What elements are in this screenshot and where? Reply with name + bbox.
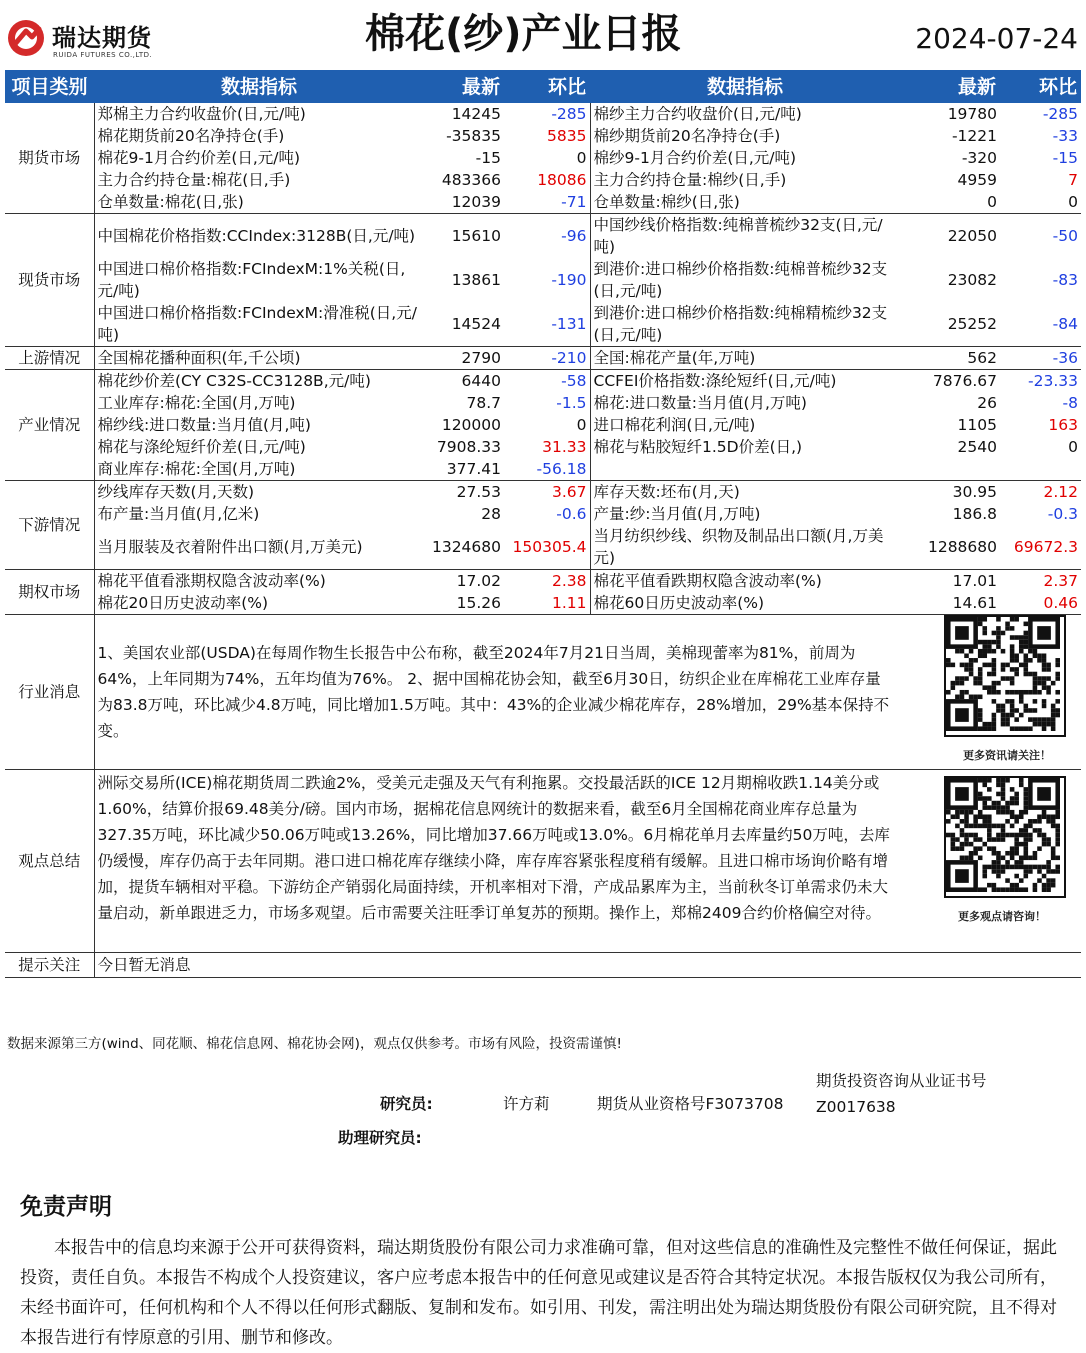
indicator-name-2: 棉花60日历史波动率(%) <box>590 592 900 615</box>
table-row <box>5 214 1081 259</box>
qr-code-consult <box>944 776 1060 924</box>
latest-value: 14245 <box>451 105 501 123</box>
table-row <box>5 436 1081 458</box>
table-row <box>5 169 1081 191</box>
indicator-name: 棉花与涤纶短纤价差(日,元/吨) <box>97 438 306 456</box>
latest-value-2: 562 <box>900 347 1000 370</box>
col-header-indicator-2: 数据指标 <box>590 70 900 103</box>
change-value: -96 <box>561 227 587 245</box>
change-value: 1.11 <box>504 592 590 615</box>
staff-info <box>0 1068 1086 1158</box>
indicator-name-2: 棉花与粘胶短纤1.5D价差(日,) <box>590 436 900 458</box>
col-header-latest: 最新 <box>424 70 504 103</box>
viewpoint-text: 洲际交易所(ICE)棉花期货周二跌逾2%，受美元走强及天气有利拖累。交投最活跃的ICE 12月期棉收跌1.14美分或1.60%，结算价报69.48美分/磅。国内市场，据棉花信息网统计的数据来看，截至6月全国棉花商业库存总量为327.35万吨，环比减少50.06万吨或13.26%，同比增加37.66万吨或13.0%。6月棉花单月去库量约50万吨，去库仍缓慢，库存仍高于去年同期。港口进口棉花库存继续小降，库存库容紧张程度稍有缓解。且进口棉市场询价略有增加，提货车辆相对平稳。下游纺企产销弱化局面持续，开机率相对下滑，产成品累库为主，当前秋冬订单需求仍未大量启动，新单跟进乏力，市场多观望。后市需要关注旺季订单复苏的预期。操作上，郑棉2409合约价格偏空对待。 <box>97 774 890 922</box>
indicator-name-2: 到港价:进口棉纱价格指数:纯棉精梳纱32支(日,元/吨) <box>590 302 900 347</box>
category-cell: 行业消息 <box>5 615 94 770</box>
indicator-name: 布产量:当月值(月,亿米) <box>97 505 260 523</box>
qualification-number: 期货从业资格号F3073708 <box>597 1095 784 1113</box>
logo-text-en: RUIDA FUTURES CO.,LTD. <box>53 51 153 59</box>
table-row <box>5 147 1081 169</box>
table-row <box>5 258 1081 302</box>
latest-value: 12039 <box>424 191 504 214</box>
latest-value: 6440 <box>461 372 501 390</box>
change-value: 150305.4 <box>504 525 590 570</box>
col-header-latest-2: 最新 <box>900 70 1000 103</box>
category-cell: 期货市场 <box>5 103 94 214</box>
viewpoint-row <box>5 770 1081 953</box>
col-header-category: 项目类别 <box>5 70 94 103</box>
change-value-2: 69672.3 <box>1000 525 1081 570</box>
table-row <box>5 503 1081 525</box>
change-value: -56.18 <box>504 458 590 481</box>
indicator-name: 商业库存:棉花:全国(月,万吨) <box>94 458 424 481</box>
change-value-2: -84 <box>1000 302 1081 347</box>
industry_news-cell <box>94 615 1081 770</box>
change-value-2: 163 <box>1048 416 1078 434</box>
indicator-name: 棉花20日历史波动率(%) <box>94 592 424 615</box>
table-row <box>5 458 1081 481</box>
category-cell: 现货市场 <box>5 214 94 347</box>
report-title: 棉花(纱)产业日报 <box>365 11 682 57</box>
latest-value: 17.02 <box>456 572 501 590</box>
latest-value: 1324680 <box>424 525 504 570</box>
table-row <box>5 592 1081 615</box>
change-value-2: 2.37 <box>1043 572 1078 590</box>
data-source-note: 数据来源第三方(wind、同花顺、棉花信息网、棉花协会网)，观点仅供参考。市场有风险，投资需谨慎! <box>7 1036 622 1052</box>
indicator-name: 当月服装及衣着附件出口额(月,万美元) <box>94 525 424 570</box>
col-header-change-2: 环比 <box>1000 70 1081 103</box>
indicator-name-2: 棉花:进口数量:当月值(月,万吨) <box>590 392 900 414</box>
qr-caption: 更多观点请咨询！ <box>958 910 1046 923</box>
change-value: 31.33 <box>542 438 587 456</box>
disclaimer-body: 本报告中的信息均来源于公开可获得资料，瑞达期货股份有限公司力求准确可靠，但对这些信息的准确性及完整性不做任何保证，据此投资，责任自负。本报告不构成个人投资建议，客户应考虑本报告中的任何意见或建议是否符合其特定状况。本报告版权仅为我公司所有，未经书面许可，任何机构和个人不得以任何形式翻版、复制和发布。如引用、刊发，需注明出处为瑞达期货股份有限公司研究院，且不得对本报告进行有悖原意的引用、删节和修改。 <box>20 1238 1057 1348</box>
change-value-2: -50 <box>1052 227 1078 245</box>
indicator-name-2: 到港价:进口棉纱价格指数:纯棉普梳纱32支(日,元/吨) <box>590 258 900 302</box>
indicator-name-2: 棉花平值看跌期权隐含波动率(%) <box>590 570 900 593</box>
change-value-2: 7 <box>1068 171 1078 189</box>
table-row <box>5 392 1081 414</box>
change-value-2: -285 <box>1042 105 1078 123</box>
latest-value: 78.7 <box>466 394 501 412</box>
industry_news-row <box>5 615 1081 770</box>
latest-value-2: 26 <box>977 394 997 412</box>
indicator-name: 主力合约持仓量:棉花(日,手) <box>97 171 291 189</box>
table-row <box>5 525 1081 570</box>
latest-value-2: 7876.67 <box>932 372 997 390</box>
indicator-name: 全国棉花播种面积(年,千公顷) <box>94 347 424 370</box>
change-value-2: -83 <box>1052 271 1078 289</box>
latest-value-2: 1105 <box>957 416 997 434</box>
change-value-2: -36 <box>1000 347 1081 370</box>
latest-value: 27.53 <box>456 483 501 501</box>
indicator-name-2: 产量:纱:当月值(月,万吨) <box>590 503 900 525</box>
category-cell: 提示关注 <box>5 953 94 978</box>
indicator-name: 中国进口棉价格指数:FCIndexM:滑准税(日,元/吨) <box>94 302 424 347</box>
change-value-2: 0 <box>1000 191 1081 214</box>
indicator-name: 棉花纱价差(CY C32S-CC3128B,元/吨) <box>97 372 371 390</box>
qr-code-follow <box>944 615 1070 765</box>
indicator-name: 棉纱线:进口数量:当月值(月,吨) <box>97 416 311 434</box>
latest-value-2: -320 <box>961 149 997 167</box>
notice-row <box>5 953 1081 978</box>
category-cell: 观点总结 <box>5 770 94 953</box>
latest-value-2: 30.95 <box>952 483 997 501</box>
latest-value: 14524 <box>424 302 504 347</box>
change-value-2: -0.3 <box>1047 505 1078 523</box>
industry_news-content <box>98 615 1079 769</box>
table-row <box>5 481 1081 504</box>
logo-text-cn: 瑞达期货 <box>52 24 152 52</box>
industry_news-text: 1、美国农业部(USDA)在每周作物生长报告中公布称，截至2024年7月21日当周，美棉现蕾率为81%，前周为64%，上年同期为74%，五年均值为76%。 2、据中国棉花协会知，截至6月30日，纺织企业在库棉花工业库存量为83.8万吨，环比减少4.8万吨，同比增加1.5万吨。其中：43%的企业减少棉花库存，28%增加，29%基本保持不变。 <box>97 644 890 740</box>
latest-value: 15610 <box>451 227 501 245</box>
change-value-2: 0 <box>1068 438 1078 456</box>
indicator-name: 纱线库存天数(月,天数) <box>97 483 255 501</box>
latest-value-2: -1221 <box>951 127 997 145</box>
table-row <box>5 302 1081 347</box>
table-row <box>5 191 1081 214</box>
change-value-2 <box>1000 458 1081 481</box>
ruida-logo <box>6 14 186 64</box>
qr-code-icon <box>946 617 1060 731</box>
researcher-name: 许方莉 <box>503 1095 550 1113</box>
indicator-name-2: 进口棉花利润(日,元/吨) <box>590 414 900 436</box>
latest-value: 13861 <box>451 271 501 289</box>
indicator-name: 郑棉主力合约收盘价(日,元/吨) <box>97 105 306 123</box>
table-row <box>5 103 1081 125</box>
report-date: 2024-07-24 <box>915 22 1078 55</box>
category-cell: 产业情况 <box>5 370 94 481</box>
latest-value-2: 2540 <box>957 438 997 456</box>
latest-value: 2790 <box>424 347 504 370</box>
consult-cert: 期货投资咨询从业证书号Z0017638 <box>816 1072 987 1116</box>
indicator-name: 中国棉花价格指数:CCIndex:3128B(日,元/吨) <box>97 227 416 245</box>
latest-value-2: 0 <box>900 191 1000 214</box>
latest-value: 377.41 <box>424 458 504 481</box>
change-value-2: -8 <box>1062 394 1078 412</box>
latest-value-2: 17.01 <box>952 572 997 590</box>
table-row <box>5 570 1081 593</box>
latest-value-2: 25252 <box>900 302 1000 347</box>
ruida-logo-icon <box>6 18 46 58</box>
qr-code-icon <box>946 778 1060 892</box>
change-value: 2.38 <box>551 572 587 590</box>
latest-value: 120000 <box>441 416 501 434</box>
latest-value: -15 <box>475 149 501 167</box>
col-header-indicator: 数据指标 <box>94 70 424 103</box>
category-cell: 上游情况 <box>5 347 94 370</box>
latest-value: 483366 <box>441 171 501 189</box>
indicator-name-2: 仓单数量:棉纱(日,张) <box>590 191 900 214</box>
latest-value: 15.26 <box>424 592 504 615</box>
change-value: -58 <box>561 372 587 390</box>
indicator-name-2: CCFEI价格指数:涤纶短纤(日,元/吨) <box>590 370 900 393</box>
change-value: 0 <box>576 149 587 167</box>
viewpoint-cell <box>94 770 1081 953</box>
indicator-name: 棉花平值看涨期权隐含波动率(%) <box>97 572 326 590</box>
change-value: -0.6 <box>556 505 587 523</box>
researcher-label: 研究员: <box>380 1095 433 1113</box>
latest-value-2: 14.61 <box>900 592 1000 615</box>
qr-caption: 更多资讯请关注！ <box>963 749 1051 762</box>
indicator-name-2: 棉纱9-1月合约价差(日,元/吨) <box>590 147 900 169</box>
table-row <box>5 370 1081 393</box>
assistant-researcher-label: 助理研究员: <box>338 1129 422 1147</box>
change-value: 3.67 <box>551 483 587 501</box>
category-cell: 下游情况 <box>5 481 94 570</box>
indicator-name-2: 当月纺织纱线、织物及制品出口额(月,万美元) <box>590 525 900 570</box>
change-value-2: -23.33 <box>1028 372 1078 390</box>
disclaimer-title: 免责声明 <box>20 1194 112 1220</box>
change-value-2: -15 <box>1052 149 1078 167</box>
data-table <box>5 70 1081 978</box>
change-value-2: -33 <box>1052 127 1078 145</box>
indicator-name: 中国进口棉价格指数:FCIndexM:1%关税(日,元/吨) <box>97 260 406 300</box>
latest-value-2: 19780 <box>947 105 997 123</box>
indicator-name-2: 全国:棉花产量(年,万吨) <box>590 347 900 370</box>
latest-value-2 <box>900 458 1000 481</box>
latest-value-2: 4959 <box>957 171 997 189</box>
change-value: -190 <box>551 271 587 289</box>
change-value-2: 2.12 <box>1043 483 1078 501</box>
table-row <box>5 414 1081 436</box>
change-value: -210 <box>504 347 590 370</box>
change-value: 18086 <box>537 171 587 189</box>
table-header-row <box>5 70 1081 103</box>
latest-value-2: 22050 <box>947 227 997 245</box>
indicator-name: 仓单数量:棉花(日,张) <box>94 191 424 214</box>
change-value: -285 <box>551 105 587 123</box>
indicator-name-2: 主力合约持仓量:棉纱(日,手) <box>590 169 900 191</box>
change-value: 5835 <box>547 127 587 145</box>
col-header-change: 环比 <box>504 70 590 103</box>
viewpoint-content <box>98 770 1079 952</box>
latest-value-2: 23082 <box>947 271 997 289</box>
change-value: 0 <box>576 416 587 434</box>
latest-value: -35835 <box>446 127 501 145</box>
latest-value-2: 186.8 <box>952 505 997 523</box>
latest-value: 7908.33 <box>436 438 501 456</box>
table-row <box>5 125 1081 147</box>
indicator-name-2: 中国纱线价格指数:纯棉普梳纱32支(日,元/吨) <box>590 214 900 259</box>
indicator-name-2: 棉纱主力合约收盘价(日,元/吨) <box>590 103 900 125</box>
report-header <box>0 0 1086 68</box>
change-value: -71 <box>504 191 590 214</box>
indicator-name: 棉花9-1月合约价差(日,元/吨) <box>97 149 301 167</box>
table-row <box>5 347 1081 370</box>
indicator-name: 棉花期货前20名净持仓(手) <box>97 127 285 145</box>
indicator-name-2: 库存天数:坯布(月,天) <box>590 481 900 504</box>
indicator-name: 工业库存:棉花:全国(月,万吨) <box>97 394 296 412</box>
indicator-name-2 <box>590 458 900 481</box>
notice-text: 今日暂无消息 <box>94 953 1081 978</box>
indicator-name-2: 棉纱期货前20名净持仓(手) <box>590 125 900 147</box>
change-value: -131 <box>504 302 590 347</box>
change-value-2: 0.46 <box>1000 592 1081 615</box>
latest-value: 28 <box>481 505 501 523</box>
category-cell: 期权市场 <box>5 570 94 615</box>
latest-value-2: 1288680 <box>900 525 1000 570</box>
change-value: -1.5 <box>556 394 587 412</box>
